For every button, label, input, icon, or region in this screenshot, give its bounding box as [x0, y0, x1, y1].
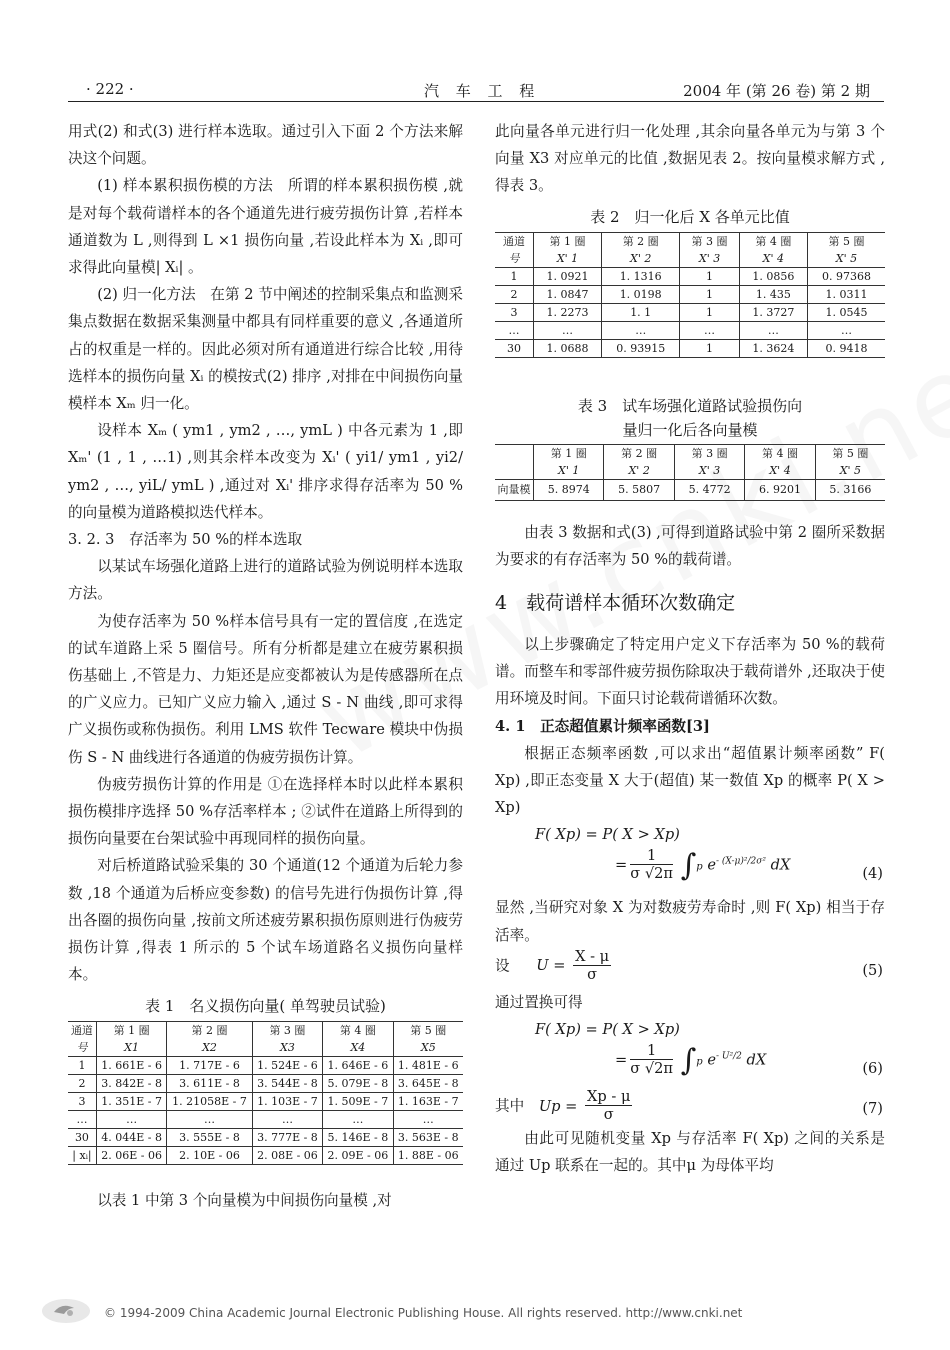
section-4-title: 4 载荷谱样本循环次数确定 — [495, 592, 736, 615]
table-header-cell: 第 3 圈 — [680, 232, 739, 250]
table-cell: 3. 555E - 8 — [167, 1128, 252, 1146]
left-paragraph-3: (2) 归一化方法 在第 2 节中阐述的控制采集点和监测采集点数据在数据采集测量中都具有同样重要的意义 ,各通道所占的权重是一样的。因此必须对所有通道进行综合比较 ,用待选样本的损伤向量 Xᵢ 的模按式(2) 排序 ,对排在中间损伤向量模样本 Xₘ 归一化。 — [68, 286, 463, 413]
table-cell: 1 — [495, 267, 533, 285]
table-header-row — [495, 462, 885, 480]
table-cell: | xᵢ| — [68, 1146, 96, 1164]
subsection-3-2-3: 3. 2. 3 存活率为 50 %的样本选取 — [68, 531, 303, 549]
page-number: · 222 · — [86, 80, 134, 98]
table-header-cell — [495, 462, 534, 480]
table-cell: … — [739, 321, 807, 339]
table-cell: 2. 08E - 06 — [252, 1146, 322, 1164]
fraction: $\frac{Xp - \mu}{\sigma}$ — [587, 1088, 631, 1124]
table3-row-label: 向量模 — [495, 479, 534, 500]
table-header-cell: X' 2 — [604, 462, 674, 480]
table-cell: 3. 777E - 8 — [252, 1128, 322, 1146]
equation-number-5: (5) — [862, 961, 883, 979]
equation-number-6: (6) — [862, 1060, 883, 1078]
table-header-cell: X3 — [252, 1039, 322, 1057]
right-paragraph-7: 由此可见随机变量 Xp 与存活率 F( Xp) 之间的关系是通过 Up 联系在一起的。其中μ 为母体平均 — [495, 1130, 885, 1175]
table-cell: 1 — [680, 285, 739, 303]
table-cell: 2 — [495, 285, 533, 303]
table-cell: … — [167, 1110, 252, 1128]
table-cell: 1. 351E - 7 — [96, 1092, 166, 1110]
table-cell: 1. 481E - 6 — [393, 1056, 463, 1074]
table-cell: 1. 88E - 06 — [393, 1146, 463, 1164]
formula-5: 设 U = $\frac{X - \mu}{\sigma}$ (5) — [495, 947, 883, 983]
table-cell: 1. 509E - 7 — [323, 1092, 393, 1110]
table-cell: 1. 3727 — [739, 303, 807, 321]
table-cell: … — [96, 1110, 166, 1128]
table-row — [68, 1092, 463, 1110]
table-header-cell: 第 1 圈 — [533, 232, 601, 250]
table-cell: 3. 563E - 8 — [393, 1128, 463, 1146]
table-header-cell: X' 3 — [680, 250, 739, 268]
table-header-cell: 第 5 圈 — [807, 232, 885, 250]
table-header-cell: X' 5 — [807, 250, 885, 268]
formula-7: 其中 Up = $\frac{Xp - \mu}{\sigma}$ (7) — [495, 1088, 883, 1124]
table-cell: … — [393, 1110, 463, 1128]
table-header-row — [495, 232, 885, 250]
table-cell: 1. 1316 — [602, 267, 680, 285]
left-paragraph-2: (1) 样本累积损伤模的方法 所谓的样本累积损伤模 ,就是对每个载荷谱样本的各个通道先进行疲劳损伤计算 ,若样本通道数为 L ,则得到 L ×1 损伤向量 ,若设此样本为 Xᵢ ,即可求得此向量模| Xᵢ| 。 — [68, 177, 463, 277]
integral-sign: ∫ — [680, 1042, 697, 1078]
table-cell: … — [68, 1110, 96, 1128]
table-cell: 3. 645E - 8 — [393, 1074, 463, 1092]
table-cell: 2 — [68, 1074, 96, 1092]
table-cell: 1. 0688 — [533, 339, 601, 357]
table-cell: 0. 93915 — [602, 339, 680, 357]
table3-caption-line2: 量归一化后各向量模 — [622, 420, 758, 439]
table-header-cell: X' 2 — [602, 250, 680, 268]
table-header-cell: 第 4 圈 — [739, 232, 807, 250]
table-cell: 4. 044E - 8 — [96, 1128, 166, 1146]
table-header-row — [68, 1039, 463, 1057]
copyright-footer: © 1994-2009 China Academic Journal Electronic Publishing House. All rights reserved. http://www.cnki.net — [104, 1306, 743, 1320]
table-cell: 5. 4772 — [674, 479, 744, 500]
table-cell: 3. 842E - 8 — [96, 1074, 166, 1092]
right-paragraph-1: 此向量各单元进行归一化处理 ,其余向量各单元为与第 3 个向量 X3 对应单元的比值 ,数据见表 2。按向量模求解方式 ,得表 3。 — [495, 123, 885, 195]
table-header-cell: X' 4 — [745, 462, 815, 480]
table-cell: 1 — [68, 1056, 96, 1074]
table-cell: 30 — [495, 339, 533, 357]
right-paragraph-2: 由表 3 数据和式(3) ,可得到道路试验中第 2 圈所采数据为要求的有存活率为 50 %的载荷谱。 — [495, 523, 885, 568]
table-cell: 6. 9201 — [745, 479, 815, 500]
fraction: $\frac{X - \mu}{\sigma}$ — [575, 947, 610, 983]
table-row — [68, 1056, 463, 1074]
fraction: $\frac{1}{\sigma √2\pi}$ — [630, 1042, 674, 1078]
table-cell: 1. 646E - 6 — [323, 1056, 393, 1074]
left-paragraph-8: 对后桥道路试验采集的 30 个通道(12 个通道为后轮力参数 ,18 个通道为后桥应变参数) 的信号先进行伪损伤计算 ,得出各圈的损伤向量 ,按前文所述疲劳累积损伤原则进行伪疲劳损伤计算 ,得表 1 所示的 5 个试车场道路名义损伤向量样本。 — [68, 857, 463, 984]
table-row — [495, 303, 885, 321]
table-header-cell: 第 4 圈 — [323, 1021, 393, 1039]
left-paragraph-1: 用式(2) 和式(3) 进行样本选取。通过引入下面 2 个方法来解决这个问题。 — [68, 123, 463, 168]
table-header-row — [68, 1021, 463, 1039]
formula-line-1: F( Xp) = P( X > Xp) — [535, 826, 680, 844]
left-paragraph-7: 伪疲劳损伤计算的作用是 ①在选择样本时以此样本累积损伤模排序选择 50 %存活率样本 ; ②试件在道路上所得到的损伤向量要在台架试验中再现同样的损伤向量。 — [68, 775, 463, 848]
table-cell: 30 — [68, 1128, 96, 1146]
table-header-row — [495, 444, 885, 462]
table2 — [495, 232, 885, 358]
subsection-4-1: 4. 1 正态超值累计频率函数[3] — [495, 717, 710, 735]
table-cell: 5. 5807 — [604, 479, 674, 500]
left-paragraph-9: 以表 1 中第 3 个向量模为中间损伤向量模 ,对 — [97, 1191, 392, 1209]
where-label: 其中 — [495, 1097, 525, 1115]
formula-6: = $\frac{1}{\sigma √2\pi}$ ∫p $e^{- U^2/2}$ dX (6) — [495, 1043, 885, 1089]
table-cell: 1. 21058E - 7 — [167, 1092, 252, 1110]
table-cell: 3 — [495, 303, 533, 321]
table-header-cell: X' 1 — [534, 462, 604, 480]
table-cell: … — [807, 321, 885, 339]
table-cell: 1 — [680, 303, 739, 321]
table-header-cell: 第 5 圈 — [393, 1021, 463, 1039]
table-header-cell: X' 1 — [533, 250, 601, 268]
table-cell: 1. 0847 — [533, 285, 601, 303]
left-paragraph-6: 为使存活率为 50 %样本信号具有一定的置信度 ,在选定的试车道路上采 5 圈信号。所有分析都是建立在疲劳累积损伤基础上 ,不管是力、力矩还是应变都被认为是传感器所在点的广义应力。已知广义应力输入 ,通过 S - N 曲线 ,即可求得广义损伤或称伪损伤。利用 LMS 软件 Tecware 模块中伪损伤 S - N 曲线进行各通道的伪疲劳损伤计算。 — [68, 612, 463, 766]
cnki-logo-icon — [40, 1296, 92, 1326]
table-header-cell: 号 — [495, 250, 533, 268]
table2-caption: 表 2 归一化后 X 各单元比值 — [590, 207, 790, 226]
table-cell: 2. 09E - 06 — [323, 1146, 393, 1164]
table-cell: 0. 9418 — [807, 339, 885, 357]
table-cell: … — [252, 1110, 322, 1128]
issue-info: 2004 年 (第 26 卷) 第 2 期 — [683, 82, 870, 100]
set-label: 设 — [495, 957, 510, 975]
table-header-cell: 第 2 圈 — [167, 1021, 252, 1039]
table-header-row — [495, 250, 885, 268]
table-cell: … — [323, 1110, 393, 1128]
right-column — [495, 118, 885, 1179]
table-cell: 1. 3624 — [739, 339, 807, 357]
page-header — [68, 80, 884, 102]
table-cell: 5. 146E - 8 — [323, 1128, 393, 1146]
table-cell: 1. 435 — [739, 285, 807, 303]
left-column — [68, 118, 463, 1214]
equation-number-7: (7) — [862, 1100, 883, 1118]
table-cell: 1. 2273 — [533, 303, 601, 321]
table-header-cell: X1 — [96, 1039, 166, 1057]
table-cell: 1 — [680, 267, 739, 285]
table-row — [68, 1110, 463, 1128]
table-cell: 1. 0921 — [533, 267, 601, 285]
table-header-cell: 第 1 圈 — [96, 1021, 166, 1039]
table-cell: … — [680, 321, 739, 339]
table-cell: 1. 103E - 7 — [252, 1092, 322, 1110]
table-header-cell: X' 5 — [815, 462, 885, 480]
table-cell: 5. 8974 — [534, 479, 604, 500]
table-cell: 2. 06E - 06 — [96, 1146, 166, 1164]
table3 — [495, 444, 885, 501]
table-cell: 0. 97368 — [807, 267, 885, 285]
table-header-cell: 第 2 圈 — [604, 444, 674, 462]
right-paragraph-4: 根据正态频率函数 ,可以求出“超值累计频率函数” F( Xp) ,即正态变量 X 大于(超值) 某一数值 Xp 的概率 P( X > Xp) — [495, 744, 885, 817]
table-header-cell: 第 2 圈 — [602, 232, 680, 250]
table-cell: 3 — [68, 1092, 96, 1110]
journal-title: 汽 车 工 程 — [424, 82, 541, 100]
table-header-cell: 第 3 圈 — [252, 1021, 322, 1039]
table-cell: 1. 0311 — [807, 285, 885, 303]
table-cell: … — [533, 321, 601, 339]
table-row — [495, 321, 885, 339]
equation-number-4: (4) — [862, 865, 883, 883]
formula-4: = $\frac{1}{\sigma √2\pi}$ ∫p $e^{- (X-\mu)^2/2\sigma^2}$ dX (4) — [495, 848, 885, 894]
formula-line-2: F( Xp) = P( X > Xp) — [535, 1021, 680, 1039]
table-cell: 1. 661E - 6 — [96, 1056, 166, 1074]
table-header-cell: 号 — [68, 1039, 96, 1057]
header-rule — [68, 101, 884, 102]
table-cell: 1. 0545 — [807, 303, 885, 321]
table-header-cell: 通道 — [68, 1021, 96, 1039]
table-row — [495, 479, 885, 500]
table-row — [68, 1128, 463, 1146]
table1-caption: 表 1 名义损伤向量( 单驾驶员试验) — [145, 996, 386, 1015]
table1 — [68, 1021, 463, 1165]
left-paragraph-4: 设样本 Xₘ ( ym1 , ym2 , …, ymL ) 中各元素为 1 ,即 Xₘ' (1 , 1 , …1) ,则其余样本改变为 Xᵢ' ( yi1/ ym1 , yi2/ ym2 , …, yiL/ ymL ) ,通过对 Xᵢ' 排序求得存活率为 50 %的向量模为道路模拟迭代样本。 — [68, 422, 463, 521]
table-header-cell: 通道 — [495, 232, 533, 250]
table-cell: 1. 1 — [602, 303, 680, 321]
table-row — [495, 285, 885, 303]
table-row — [68, 1074, 463, 1092]
table-cell: 1. 0856 — [739, 267, 807, 285]
table-cell: 5. 079E - 8 — [323, 1074, 393, 1092]
table-header-cell: 第 1 圈 — [534, 444, 604, 462]
table-cell: 1 — [680, 339, 739, 357]
table-header-cell: 第 4 圈 — [745, 444, 815, 462]
table-cell: 5. 3166 — [815, 479, 885, 500]
table-cell: 3. 611E - 8 — [167, 1074, 252, 1092]
table-cell: 3. 544E - 8 — [252, 1074, 322, 1092]
left-paragraph-5: 以某试车场强化道路上进行的道路试验为例说明样本选取方法。 — [68, 558, 463, 603]
table-header-cell: X' 3 — [674, 462, 744, 480]
table-cell: 1. 163E - 7 — [393, 1092, 463, 1110]
integral-sign: ∫ — [680, 848, 697, 884]
table-cell: 1. 0198 — [602, 285, 680, 303]
table-header-cell: X' 4 — [739, 250, 807, 268]
table-cell: … — [495, 321, 533, 339]
right-paragraph-6: 通过置换可得 — [495, 993, 583, 1011]
table-cell: 1. 717E - 6 — [167, 1056, 252, 1074]
table-header-cell: X5 — [393, 1039, 463, 1057]
right-paragraph-5: 显然 ,当研究对象 X 为对数疲劳寿命时 ,则 F( Xp) 相当于存活率。 — [495, 899, 885, 944]
table-header-cell: 第 3 圈 — [674, 444, 744, 462]
fraction: $\frac{1}{\sigma √2\pi}$ — [630, 847, 674, 883]
table-row — [495, 339, 885, 357]
table-row — [68, 1146, 463, 1164]
right-paragraph-3: 以上步骤确定了特定用户定义下存活率为 50 %的载荷谱。而整车和零部件疲劳损伤除取决于载荷谱外 ,还取决于使用环境及时间。下面只讨论载荷谱循环次数。 — [495, 636, 885, 708]
table-header-cell — [495, 444, 534, 462]
table-header-cell: X4 — [323, 1039, 393, 1057]
table-cell: 1. 524E - 6 — [252, 1056, 322, 1074]
table-row — [495, 267, 885, 285]
table-header-cell: 第 5 圈 — [815, 444, 885, 462]
table3-caption-line1: 表 3 试车场强化道路试验损伤向 — [577, 396, 803, 415]
table-cell: 2. 10E - 06 — [167, 1146, 252, 1164]
table-cell: … — [602, 321, 680, 339]
table-header-cell: X2 — [167, 1039, 252, 1057]
